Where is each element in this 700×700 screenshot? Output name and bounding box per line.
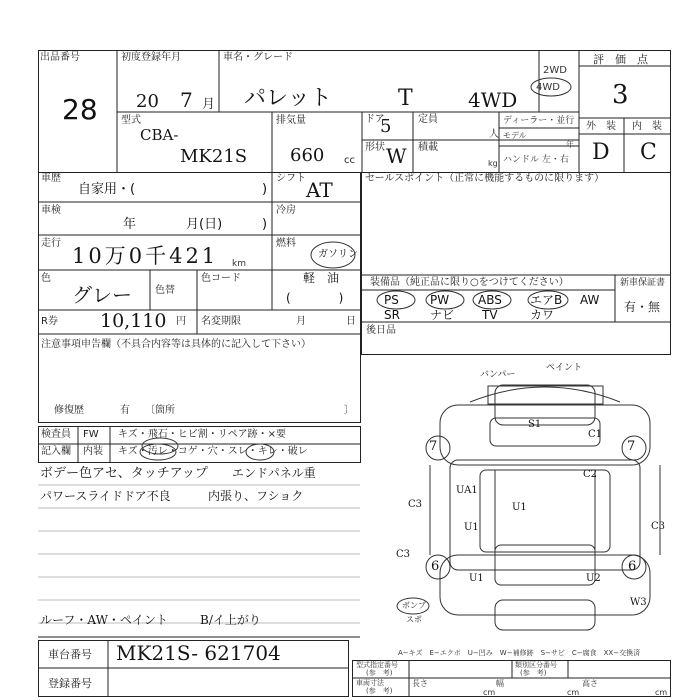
- inspection-year: 年: [123, 217, 137, 232]
- mark-c3-left: C3: [408, 499, 423, 510]
- body-type-value: W: [386, 144, 407, 168]
- drive-option-2wd: 2WD: [543, 65, 567, 76]
- history-value: 自家用・(: [78, 182, 136, 197]
- equipment-label: 装備品（純正品に限り○をつけてください）: [370, 277, 569, 288]
- mark-s1: S1: [528, 419, 542, 430]
- repair-place-label: 〔箇所: [145, 405, 175, 416]
- lot-number-label: 出品番号: [40, 52, 80, 63]
- car-name-label: 車名・グレード: [223, 52, 293, 63]
- remark-2: エンドパネル重: [232, 466, 316, 480]
- equip-sr: SR: [384, 308, 400, 322]
- mark-c3-lower: C3: [396, 549, 411, 560]
- dims-label: 車両寸法: [356, 679, 384, 687]
- chassis-value: MK21S- 621704: [116, 641, 281, 665]
- remark-5: ルーフ・AW・ペイント: [40, 613, 168, 627]
- dims-height-unit: cm: [655, 688, 668, 697]
- color-change-label: 色替: [155, 285, 175, 296]
- inspection-month: 月(日): [186, 217, 223, 232]
- inspection-close: ): [262, 217, 268, 232]
- remark-3: パワースライドドア不良: [40, 489, 171, 503]
- car-grade-value: T: [398, 86, 413, 111]
- inspector-label: 検査員: [41, 429, 71, 440]
- dims-length-unit: cm: [483, 688, 496, 697]
- mark-7-right: 7: [627, 439, 636, 454]
- class-number-ref: (参 考): [520, 669, 547, 677]
- mark-paint: ペイント: [546, 363, 583, 373]
- fuel-label: 燃料: [276, 238, 296, 249]
- registration-month: 7: [180, 88, 193, 112]
- mark-w3: W3: [630, 597, 647, 608]
- equip-aw: AW: [580, 293, 600, 307]
- dims-length: 長さ: [412, 679, 428, 688]
- remark-1: ボデー色アセ、タッチアップ: [40, 466, 208, 481]
- rating-score: 3: [612, 80, 629, 110]
- model-year-unit: 年: [566, 140, 574, 149]
- mark-u1-lower: U1: [469, 573, 484, 584]
- mark-6-left: 6: [431, 559, 440, 574]
- lot-number-value: 28: [62, 93, 98, 126]
- backseat-items-label: 後日品: [366, 325, 396, 336]
- fuel-diesel: 軽 油: [303, 271, 340, 285]
- capacity-unit: 人: [489, 129, 499, 140]
- equip-tv: TV: [482, 308, 498, 322]
- mark-c1: C1: [588, 429, 603, 440]
- name-change-day: 日: [346, 316, 356, 327]
- type-number-ref: (参 考): [366, 669, 393, 677]
- shift-label: シフト: [276, 173, 306, 184]
- entry-label: 記入欄: [41, 446, 71, 457]
- class-number-label: 類別区分番号: [515, 661, 557, 669]
- color-code-label: 色コード: [201, 273, 241, 284]
- fuel-other: ( ): [286, 291, 344, 305]
- warranty-label: 新車保証書: [620, 278, 666, 288]
- notes-label: 注意事項申告欄（不具合内容等は具体的に記入して下さい）: [41, 339, 311, 350]
- model-year-label: モデル: [503, 131, 527, 140]
- mileage-value: 10万0千421: [72, 244, 219, 268]
- name-change-label: 名変期限: [201, 316, 241, 327]
- exterior-grade: D: [592, 140, 610, 165]
- mark-6-right: 6: [628, 559, 637, 574]
- load-unit: kg: [488, 159, 498, 168]
- shift-value: AT: [306, 178, 333, 202]
- dims-width: 幅: [496, 679, 504, 688]
- doors-label: ドア: [365, 114, 385, 125]
- interior-items: キズ・汚レ・コゲ・穴・スレ・キレ・破レ: [118, 446, 308, 457]
- interior-entry-label: 内装: [83, 446, 103, 457]
- recycle-unit: 円: [176, 316, 186, 327]
- fw-label: FW: [83, 429, 99, 440]
- rating-label: 評 価 点: [593, 53, 648, 66]
- dims-ref: (参 考): [366, 687, 393, 695]
- mileage-label: 走行: [41, 238, 61, 249]
- equip-pw: PW: [430, 293, 450, 307]
- mark-c3-right: C3: [651, 521, 666, 532]
- displacement-unit: cc: [344, 155, 355, 166]
- damage-legend: A−キズ E−エクボ U−凹み W−補修跡 S−サビ C−腐食 XX−交換済: [398, 649, 641, 657]
- model-label: 型式: [121, 115, 141, 126]
- color-label: 色: [41, 273, 51, 284]
- history-close: ): [262, 182, 268, 197]
- color-value: グレー: [72, 283, 132, 307]
- fuel-gasoline: ガソリン: [318, 249, 358, 260]
- dims-width-unit: cm: [567, 688, 580, 697]
- inspection-label: 車検: [41, 205, 61, 216]
- recycle-label: R券: [41, 316, 58, 327]
- remark-6: B/イ上がり: [200, 613, 261, 627]
- drive-option-4wd: 4WD: [536, 82, 560, 93]
- first-registration-label: 初度登録年月: [121, 52, 181, 63]
- displacement-label: 排気量: [276, 115, 306, 126]
- mark-u2: U2: [586, 573, 601, 584]
- name-change-month: 月: [296, 316, 306, 327]
- car-name-value: パレット: [244, 86, 332, 111]
- fw-items: キズ・飛石・ヒビ割・リペア跡・×要: [118, 429, 286, 440]
- recycle-value: 10,110: [100, 310, 167, 332]
- warranty-value: 有・無: [624, 300, 661, 314]
- model-code: MK21S: [180, 146, 248, 167]
- doors-value: 5: [380, 116, 392, 137]
- repair-history-label: 修復歴: [54, 405, 84, 416]
- equip-abs: ABS: [478, 293, 502, 307]
- mark-spot: スポ: [406, 615, 422, 624]
- equip-ps: PS: [384, 293, 399, 307]
- chassis-label: 車台番号: [48, 648, 92, 661]
- equip-airbag: エアB: [530, 293, 563, 307]
- dealer-label: ディーラー・並行: [503, 116, 575, 126]
- exterior-label: 外 装: [586, 121, 616, 132]
- type-number-label: 型式指定番号: [356, 661, 398, 669]
- history-label: 車歴: [41, 173, 61, 184]
- interior-grade: C: [640, 140, 657, 165]
- car-drive-value: 4WD: [468, 88, 518, 112]
- sales-point-label: セールスポイント（正常に機能するものに限ります）: [365, 173, 605, 184]
- model-prefix: CBA-: [140, 126, 179, 144]
- mark-7-left: 7: [429, 439, 438, 454]
- repair-history-value: 有: [120, 405, 130, 416]
- plate-label: 登録番号: [48, 677, 92, 690]
- ac-label: 冷房: [276, 205, 296, 216]
- remark-4: 内張り、フショク: [208, 489, 304, 503]
- mark-bottom: ボンプ: [402, 601, 426, 610]
- dims-height: 高さ: [582, 679, 598, 688]
- registration-month-unit: 月: [202, 97, 216, 112]
- mileage-unit: km: [232, 259, 246, 269]
- displacement-value: 660: [290, 145, 325, 166]
- mark-c2: C2: [583, 469, 598, 480]
- load-label: 積載: [418, 142, 438, 153]
- repair-close: 〕: [344, 405, 354, 416]
- mark-ua1: UA1: [456, 485, 478, 496]
- body-type-label: 形状: [365, 142, 385, 153]
- equip-navi: ナビ: [430, 308, 455, 322]
- equip-leather: カワ: [530, 308, 555, 322]
- mark-u1-left: U1: [464, 522, 479, 533]
- interior-label: 内 装: [632, 121, 662, 132]
- steering-label: ハンドル 左・右: [503, 155, 569, 165]
- capacity-label: 定員: [418, 114, 438, 125]
- registration-year: 20: [136, 91, 159, 112]
- mark-bumper: バンパー: [480, 370, 516, 380]
- mark-u1-center: U1: [512, 502, 527, 513]
